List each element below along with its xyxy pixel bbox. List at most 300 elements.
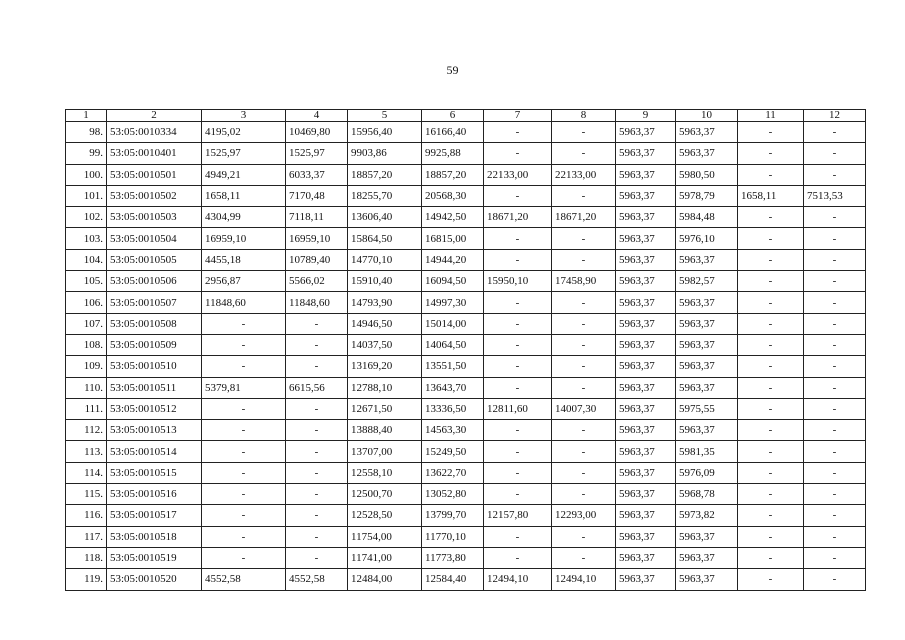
table-cell-col-7: -	[484, 462, 552, 483]
table-cell-col-9: 5963,37	[616, 505, 676, 526]
table-cell-col-3: -	[202, 547, 286, 568]
table-cell-col-12: -	[804, 207, 866, 228]
table-cell-col-11: -	[738, 271, 804, 292]
table-cell-col-3: 4552,58	[202, 569, 286, 590]
table-cell-col-9: 5963,37	[616, 313, 676, 334]
table-cell-col-5: 15910,40	[348, 271, 422, 292]
table-cell-col-1: 115.	[66, 484, 107, 505]
table-cell-col-1: 112.	[66, 420, 107, 441]
table-cell-col-5: 18255,70	[348, 185, 422, 206]
table-cell-col-5: 12671,50	[348, 398, 422, 419]
table-cell-col-7: -	[484, 377, 552, 398]
table-cell-col-8: -	[552, 334, 616, 355]
table-cell-col-2: 53:05:0010516	[107, 484, 202, 505]
table-cell-col-8: -	[552, 526, 616, 547]
table-cell-col-2: 53:05:0010506	[107, 271, 202, 292]
table-cell-col-10: 5982,57	[676, 271, 738, 292]
table-cell-col-11: -	[738, 228, 804, 249]
table-cell-col-1: 118.	[66, 547, 107, 568]
table-row	[66, 228, 866, 249]
table-cell-col-7: -	[484, 547, 552, 568]
table-row	[66, 143, 866, 164]
table-row	[66, 420, 866, 441]
table-row	[66, 249, 866, 270]
table-cell-col-7: 18671,20	[484, 207, 552, 228]
table-cell-col-7: -	[484, 228, 552, 249]
table-row	[66, 484, 866, 505]
table-cell-col-12: 7513,53	[804, 185, 866, 206]
table-cell-col-6: 14997,30	[422, 292, 484, 313]
table-cell-col-4: -	[286, 441, 348, 462]
table-cell-col-12: -	[804, 313, 866, 334]
table-cell-col-7: -	[484, 313, 552, 334]
table-cell-col-4: -	[286, 505, 348, 526]
table-cell-col-1: 99.	[66, 143, 107, 164]
table-cell-col-5: 18857,20	[348, 164, 422, 185]
table-cell-col-12: -	[804, 441, 866, 462]
table-row	[66, 313, 866, 334]
table-cell-col-6: 12584,40	[422, 569, 484, 590]
table-row	[66, 505, 866, 526]
table-cell-col-4: 5566,02	[286, 271, 348, 292]
table-cell-col-6: 13799,70	[422, 505, 484, 526]
table-cell-col-2: 53:05:0010517	[107, 505, 202, 526]
table-cell-col-9: 5963,37	[616, 462, 676, 483]
table-cell-col-11: -	[738, 164, 804, 185]
table-cell-col-2: 53:05:0010334	[107, 122, 202, 143]
table-cell-col-5: 15864,50	[348, 228, 422, 249]
table-cell-col-10: 5963,37	[676, 249, 738, 270]
table-cell-col-10: 5963,37	[676, 313, 738, 334]
table-cell-col-1: 105.	[66, 271, 107, 292]
table-cell-col-5: 14793,90	[348, 292, 422, 313]
table-cell-col-12: -	[804, 164, 866, 185]
table-cell-col-3: -	[202, 398, 286, 419]
table-cell-col-4: -	[286, 398, 348, 419]
table-cell-col-10: 5976,10	[676, 228, 738, 249]
table-cell-col-8: -	[552, 547, 616, 568]
table-cell-col-11: -	[738, 484, 804, 505]
table-cell-col-3: -	[202, 462, 286, 483]
table-cell-col-10: 5978,79	[676, 185, 738, 206]
table-cell-col-7: -	[484, 249, 552, 270]
table-cell-col-12: -	[804, 526, 866, 547]
table-cell-col-11: -	[738, 356, 804, 377]
table-cell-col-3: 4304,99	[202, 207, 286, 228]
table-cell-col-1: 101.	[66, 185, 107, 206]
table-cell-col-5: 13606,40	[348, 207, 422, 228]
table-cell-col-8: -	[552, 292, 616, 313]
table-cell-col-5: 13707,00	[348, 441, 422, 462]
table-row	[66, 398, 866, 419]
table-cell-col-10: 5963,37	[676, 547, 738, 568]
column-header-6: 6	[422, 110, 484, 122]
table-cell-col-2: 53:05:0010503	[107, 207, 202, 228]
table-row	[66, 377, 866, 398]
table-cell-col-4: 4552,58	[286, 569, 348, 590]
table-cell-col-8: -	[552, 462, 616, 483]
table-cell-col-4: 10469,80	[286, 122, 348, 143]
table-cell-col-1: 114.	[66, 462, 107, 483]
table-cell-col-1: 98.	[66, 122, 107, 143]
table-cell-col-12: -	[804, 334, 866, 355]
table-cell-col-11: -	[738, 462, 804, 483]
table-cell-col-12: -	[804, 249, 866, 270]
table-cell-col-6: 13643,70	[422, 377, 484, 398]
table-cell-col-11: -	[738, 122, 804, 143]
table-cell-col-1: 110.	[66, 377, 107, 398]
table-cell-col-1: 113.	[66, 441, 107, 462]
table-cell-col-4: -	[286, 420, 348, 441]
table-cell-col-5: 12484,00	[348, 569, 422, 590]
table-cell-col-8: -	[552, 143, 616, 164]
table-cell-col-1: 119.	[66, 569, 107, 590]
table-cell-col-12: -	[804, 484, 866, 505]
table-cell-col-11: -	[738, 313, 804, 334]
table-row	[66, 271, 866, 292]
table-cell-col-1: 103.	[66, 228, 107, 249]
table-cell-col-9: 5963,37	[616, 356, 676, 377]
table-cell-col-3: -	[202, 420, 286, 441]
table-cell-col-7: -	[484, 122, 552, 143]
table-cell-col-4: -	[286, 484, 348, 505]
table-cell-col-11: -	[738, 377, 804, 398]
table-cell-col-9: 5963,37	[616, 271, 676, 292]
table-cell-col-10: 5976,09	[676, 462, 738, 483]
table-cell-col-1: 107.	[66, 313, 107, 334]
table-row	[66, 334, 866, 355]
table-row	[66, 526, 866, 547]
table-cell-col-3: -	[202, 313, 286, 334]
table-cell-col-2: 53:05:0010504	[107, 228, 202, 249]
table-cell-col-8: -	[552, 484, 616, 505]
table-row	[66, 569, 866, 590]
table-cell-col-8: 17458,90	[552, 271, 616, 292]
table-row	[66, 185, 866, 206]
header-row	[66, 110, 866, 122]
table-row	[66, 292, 866, 313]
table-cell-col-12: -	[804, 377, 866, 398]
table-row	[66, 164, 866, 185]
table-row	[66, 547, 866, 568]
table-cell-col-11: -	[738, 143, 804, 164]
table-cell-col-8: -	[552, 420, 616, 441]
table-cell-col-6: 18857,20	[422, 164, 484, 185]
column-header-4: 4	[286, 110, 348, 122]
table-cell-col-10: 5980,50	[676, 164, 738, 185]
table-cell-col-10: 5981,35	[676, 441, 738, 462]
table-cell-col-12: -	[804, 228, 866, 249]
table-cell-col-10: 5963,37	[676, 569, 738, 590]
table-cell-col-5: 14946,50	[348, 313, 422, 334]
table-cell-col-6: 16815,00	[422, 228, 484, 249]
table-cell-col-10: 5963,37	[676, 420, 738, 441]
table-cell-col-6: 13336,50	[422, 398, 484, 419]
table-row	[66, 207, 866, 228]
table-cell-col-3: 11848,60	[202, 292, 286, 313]
table-cell-col-8: 22133,00	[552, 164, 616, 185]
table-cell-col-6: 14563,30	[422, 420, 484, 441]
table-cell-col-4: -	[286, 356, 348, 377]
table-cell-col-6: 11773,80	[422, 547, 484, 568]
table-cell-col-2: 53:05:0010511	[107, 377, 202, 398]
table-cell-col-9: 5963,37	[616, 143, 676, 164]
table-cell-col-1: 109.	[66, 356, 107, 377]
table-cell-col-3: 2956,87	[202, 271, 286, 292]
data-table	[65, 109, 866, 591]
table-cell-col-1: 106.	[66, 292, 107, 313]
table-cell-col-8: -	[552, 185, 616, 206]
table-cell-col-7: 12811,60	[484, 398, 552, 419]
table-cell-col-2: 53:05:0010508	[107, 313, 202, 334]
table-cell-col-1: 102.	[66, 207, 107, 228]
table-cell-col-10: 5963,37	[676, 143, 738, 164]
table-cell-col-7: 22133,00	[484, 164, 552, 185]
table-cell-col-1: 116.	[66, 505, 107, 526]
table-cell-col-12: -	[804, 547, 866, 568]
table-cell-col-9: 5963,37	[616, 249, 676, 270]
table-cell-col-3: -	[202, 356, 286, 377]
table-cell-col-10: 5963,37	[676, 122, 738, 143]
column-header-1: 1	[66, 110, 107, 122]
table-cell-col-6: 11770,10	[422, 526, 484, 547]
table-cell-col-4: 6033,37	[286, 164, 348, 185]
table-cell-col-4: 16959,10	[286, 228, 348, 249]
table-cell-col-4: -	[286, 313, 348, 334]
table-cell-col-12: -	[804, 505, 866, 526]
column-header-3: 3	[202, 110, 286, 122]
table-cell-col-8: -	[552, 122, 616, 143]
table-cell-col-4: -	[286, 526, 348, 547]
table-cell-col-12: -	[804, 271, 866, 292]
table-cell-col-3: 5379,81	[202, 377, 286, 398]
table-cell-col-7: -	[484, 484, 552, 505]
column-header-9: 9	[616, 110, 676, 122]
table-cell-col-12: -	[804, 143, 866, 164]
table-cell-col-12: -	[804, 420, 866, 441]
table-cell-col-8: -	[552, 441, 616, 462]
table-cell-col-2: 53:05:0010518	[107, 526, 202, 547]
table-cell-col-5: 12500,70	[348, 484, 422, 505]
table-cell-col-10: 5973,82	[676, 505, 738, 526]
table-cell-col-11: -	[738, 334, 804, 355]
table-cell-col-2: 53:05:0010509	[107, 334, 202, 355]
table-cell-col-9: 5963,37	[616, 334, 676, 355]
table-cell-col-10: 5963,37	[676, 356, 738, 377]
table-cell-col-11: -	[738, 547, 804, 568]
table-cell-col-1: 104.	[66, 249, 107, 270]
table-cell-col-1: 108.	[66, 334, 107, 355]
table-cell-col-5: 15956,40	[348, 122, 422, 143]
column-header-11: 11	[738, 110, 804, 122]
table-cell-col-2: 53:05:0010513	[107, 420, 202, 441]
table-cell-col-6: 14942,50	[422, 207, 484, 228]
table-cell-col-11: -	[738, 441, 804, 462]
column-header-5: 5	[348, 110, 422, 122]
table-cell-col-4: 7118,11	[286, 207, 348, 228]
table-cell-col-2: 53:05:0010515	[107, 462, 202, 483]
table-cell-col-8: 18671,20	[552, 207, 616, 228]
table-cell-col-5: 14770,10	[348, 249, 422, 270]
table-cell-col-7: -	[484, 356, 552, 377]
table-cell-col-4: 1525,97	[286, 143, 348, 164]
table-cell-col-8: 12293,00	[552, 505, 616, 526]
table-cell-col-6: 13052,80	[422, 484, 484, 505]
table-cell-col-6: 14064,50	[422, 334, 484, 355]
table-cell-col-1: 117.	[66, 526, 107, 547]
table-cell-col-7: -	[484, 185, 552, 206]
table-cell-col-4: -	[286, 547, 348, 568]
table-cell-col-6: 16166,40	[422, 122, 484, 143]
table-row	[66, 441, 866, 462]
table-cell-col-7: -	[484, 526, 552, 547]
table-cell-col-12: -	[804, 569, 866, 590]
table-cell-col-11: -	[738, 249, 804, 270]
table-cell-col-6: 20568,30	[422, 185, 484, 206]
table-cell-col-8: -	[552, 377, 616, 398]
table-cell-col-12: -	[804, 292, 866, 313]
table-cell-col-8: -	[552, 313, 616, 334]
table-cell-col-7: -	[484, 441, 552, 462]
table-cell-col-10: 5968,78	[676, 484, 738, 505]
table-cell-col-5: 12788,10	[348, 377, 422, 398]
table-cell-col-3: -	[202, 334, 286, 355]
table-cell-col-2: 53:05:0010502	[107, 185, 202, 206]
table-cell-col-9: 5963,37	[616, 547, 676, 568]
table-row	[66, 462, 866, 483]
table-cell-col-9: 5963,37	[616, 398, 676, 419]
table-cell-col-11: -	[738, 292, 804, 313]
table-cell-col-9: 5963,37	[616, 122, 676, 143]
table-cell-col-5: 11741,00	[348, 547, 422, 568]
table-cell-col-2: 53:05:0010501	[107, 164, 202, 185]
table-cell-col-4: 7170,48	[286, 185, 348, 206]
table-cell-col-9: 5963,37	[616, 207, 676, 228]
table-cell-col-12: -	[804, 122, 866, 143]
table-cell-col-5: 12558,10	[348, 462, 422, 483]
table-cell-col-12: -	[804, 462, 866, 483]
table-cell-col-6: 13622,70	[422, 462, 484, 483]
table-cell-col-6: 16094,50	[422, 271, 484, 292]
table-cell-col-11: -	[738, 526, 804, 547]
table-cell-col-3: 4195,02	[202, 122, 286, 143]
table-cell-col-2: 53:05:0010505	[107, 249, 202, 270]
table-cell-col-10: 5975,55	[676, 398, 738, 419]
table-cell-col-2: 53:05:0010514	[107, 441, 202, 462]
table-cell-col-8: 14007,30	[552, 398, 616, 419]
table-cell-col-9: 5963,37	[616, 569, 676, 590]
table-cell-col-3: -	[202, 505, 286, 526]
table-cell-col-7: 12157,80	[484, 505, 552, 526]
table-cell-col-9: 5963,37	[616, 420, 676, 441]
table-cell-col-5: 11754,00	[348, 526, 422, 547]
table-cell-col-3: 1525,97	[202, 143, 286, 164]
table-cell-col-4: -	[286, 462, 348, 483]
table-cell-col-10: 5984,48	[676, 207, 738, 228]
table-cell-col-8: -	[552, 356, 616, 377]
column-header-2: 2	[107, 110, 202, 122]
table-cell-col-4: 10789,40	[286, 249, 348, 270]
table-cell-col-6: 14944,20	[422, 249, 484, 270]
table-cell-col-5: 14037,50	[348, 334, 422, 355]
table-cell-col-11: -	[738, 505, 804, 526]
table-cell-col-3: -	[202, 484, 286, 505]
table-cell-col-7: -	[484, 420, 552, 441]
table-cell-col-9: 5963,37	[616, 484, 676, 505]
table-cell-col-3: 16959,10	[202, 228, 286, 249]
table-cell-col-2: 53:05:0010520	[107, 569, 202, 590]
column-header-7: 7	[484, 110, 552, 122]
table-cell-col-1: 100.	[66, 164, 107, 185]
table-row	[66, 122, 866, 143]
table-cell-col-8: 12494,10	[552, 569, 616, 590]
table-cell-col-6: 15014,00	[422, 313, 484, 334]
table-cell-col-2: 53:05:0010519	[107, 547, 202, 568]
page-number: 59	[446, 63, 459, 77]
table-cell-col-5: 13169,20	[348, 356, 422, 377]
table-row	[66, 356, 866, 377]
table-cell-col-11: -	[738, 420, 804, 441]
table-cell-col-7: -	[484, 334, 552, 355]
table-cell-col-2: 53:05:0010512	[107, 398, 202, 419]
table-cell-col-6: 13551,50	[422, 356, 484, 377]
table-cell-col-2: 53:05:0010507	[107, 292, 202, 313]
table-body	[66, 122, 866, 591]
table-cell-col-3: 1658,11	[202, 185, 286, 206]
table-cell-col-11: -	[738, 569, 804, 590]
table-cell-col-7: -	[484, 143, 552, 164]
column-header-12: 12	[804, 110, 866, 122]
table-cell-col-10: 5963,37	[676, 334, 738, 355]
column-header-10: 10	[676, 110, 738, 122]
table-cell-col-3: 4455,18	[202, 249, 286, 270]
table-cell-col-6: 9925,88	[422, 143, 484, 164]
table-cell-col-12: -	[804, 356, 866, 377]
table-cell-col-9: 5963,37	[616, 526, 676, 547]
table-cell-col-5: 9903,86	[348, 143, 422, 164]
table-cell-col-10: 5963,37	[676, 292, 738, 313]
table-cell-col-9: 5963,37	[616, 292, 676, 313]
table-cell-col-4: 6615,56	[286, 377, 348, 398]
table-cell-col-3: -	[202, 441, 286, 462]
table-cell-col-5: 13888,40	[348, 420, 422, 441]
table-cell-col-4: 11848,60	[286, 292, 348, 313]
table-cell-col-7: 15950,10	[484, 271, 552, 292]
table-cell-col-10: 5963,37	[676, 526, 738, 547]
table-cell-col-2: 53:05:0010401	[107, 143, 202, 164]
table-cell-col-11: -	[738, 398, 804, 419]
table-cell-col-11: -	[738, 207, 804, 228]
table-cell-col-8: -	[552, 228, 616, 249]
table-cell-col-5: 12528,50	[348, 505, 422, 526]
table-cell-col-3: 4949,21	[202, 164, 286, 185]
table-cell-col-7: -	[484, 292, 552, 313]
table-cell-col-11: 1658,11	[738, 185, 804, 206]
table-cell-col-3: -	[202, 526, 286, 547]
table-cell-col-1: 111.	[66, 398, 107, 419]
table-cell-col-10: 5963,37	[676, 377, 738, 398]
table-cell-col-9: 5963,37	[616, 441, 676, 462]
table-cell-col-8: -	[552, 249, 616, 270]
table-cell-col-6: 15249,50	[422, 441, 484, 462]
table-cell-col-9: 5963,37	[616, 377, 676, 398]
table-cell-col-9: 5963,37	[616, 228, 676, 249]
table-cell-col-12: -	[804, 398, 866, 419]
table-cell-col-9: 5963,37	[616, 164, 676, 185]
table-cell-col-7: 12494,10	[484, 569, 552, 590]
table-cell-col-2: 53:05:0010510	[107, 356, 202, 377]
column-header-8: 8	[552, 110, 616, 122]
